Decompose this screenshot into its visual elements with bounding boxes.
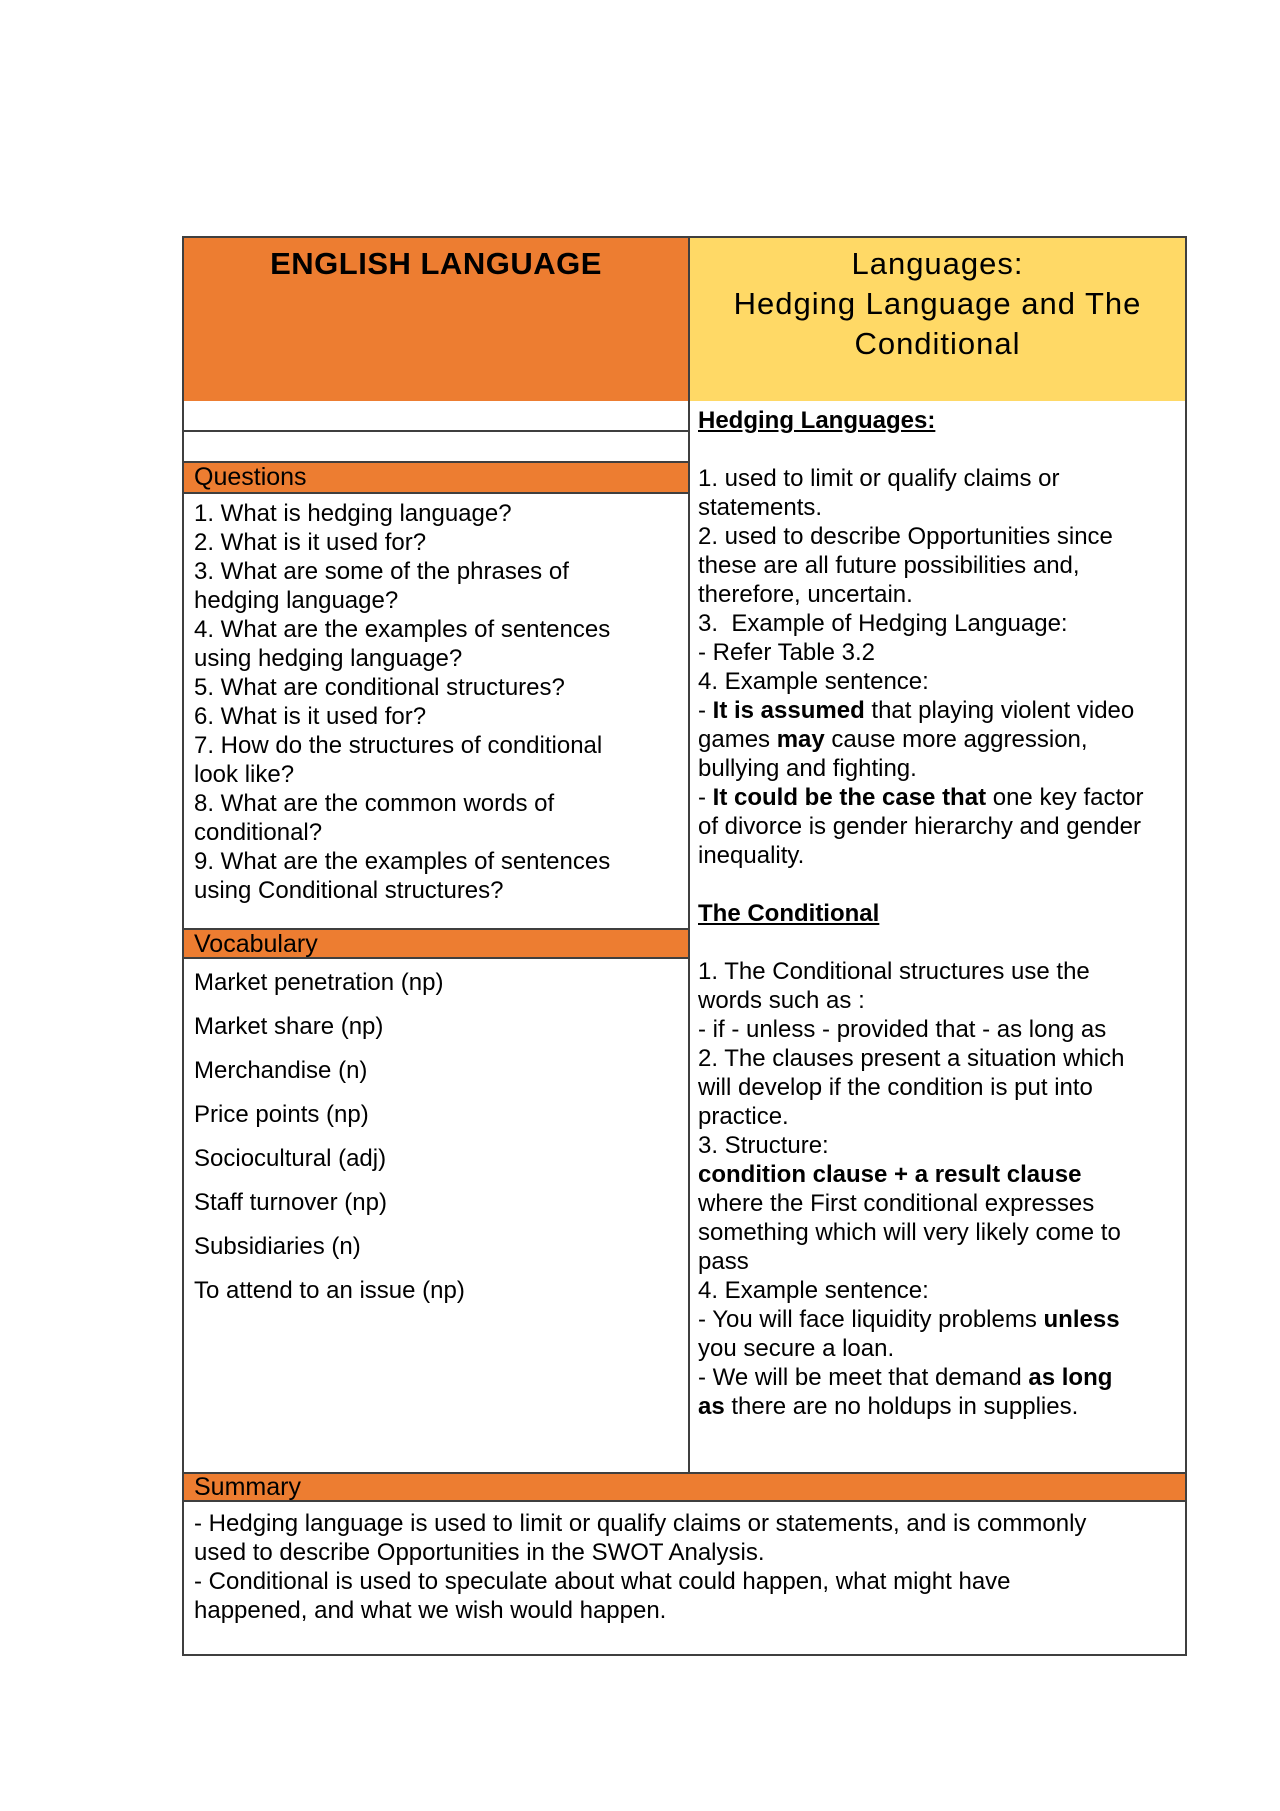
text-line: 2. The clauses present a situation which — [698, 1045, 1125, 1072]
summary-cell — [184, 1502, 1185, 1654]
text-line: statements. — [698, 494, 823, 521]
text-line — [698, 783, 1179, 812]
text-line — [698, 696, 1179, 725]
text-line: 4. What are the examples of sentences — [194, 616, 611, 643]
text-line — [698, 435, 1179, 464]
text-line: 1. What is hedging language? — [194, 500, 512, 527]
text-segment: Hedging Languages: — [698, 407, 936, 434]
text-line — [698, 406, 1179, 435]
text-line: - Refer Table 3.2 — [698, 639, 875, 666]
text-segment: unless — [1043, 1306, 1120, 1333]
text-line: hedging language? — [194, 587, 399, 614]
text-line — [698, 899, 1179, 928]
text-line: therefore, uncertain. — [698, 581, 913, 608]
text-line: 9. What are the examples of sentences — [194, 848, 611, 875]
text-segment: as — [698, 1393, 725, 1420]
left-column — [184, 401, 690, 1472]
text-line: Price points (np) — [194, 1101, 369, 1128]
vocabulary-section-header: Vocabulary — [184, 928, 688, 959]
text-line — [698, 1160, 1179, 1189]
text-segment: that playing violent video — [864, 697, 1135, 724]
text-line: Hedging Language and The — [733, 286, 1142, 321]
text-line: 4. Example sentence: — [698, 668, 929, 695]
text-line: - Hedging language is used to limit or qualify claims or statements, and is commonly — [194, 1510, 1087, 1537]
text-segment: one key factor — [986, 784, 1144, 811]
notes-cell — [690, 401, 1185, 1472]
text-segment: cause more aggression, — [824, 726, 1088, 753]
text-line: inequality. — [698, 842, 805, 869]
text-line: Sociocultural (adj) — [194, 1145, 387, 1172]
text-line: Merchandise (n) — [194, 1057, 368, 1084]
notes-table — [182, 236, 1187, 1656]
text-line: something which will very likely come to — [698, 1219, 1121, 1246]
text-line: these are all future possibilities and, — [698, 552, 1080, 579]
text-line: 7. How do the structures of conditional — [194, 732, 603, 759]
text-line: using Conditional structures? — [194, 877, 504, 904]
header-row — [184, 238, 1185, 401]
text-line: will develop if the condition is put into — [698, 1074, 1093, 1101]
text-line: you secure a loan. — [698, 1335, 895, 1362]
text-line: practice. — [698, 1103, 789, 1130]
text-line — [698, 1305, 1179, 1334]
text-line: pass — [698, 1248, 749, 1275]
text-segment: condition clause + a result clause — [698, 1161, 1082, 1188]
text-line — [698, 725, 1179, 754]
text-line: Market share (np) — [194, 1013, 384, 1040]
text-line: Staff turnover (np) — [194, 1189, 387, 1216]
text-line: To attend to an issue (np) — [194, 1277, 465, 1304]
text-line: 8. What are the common words of — [194, 790, 555, 817]
text-segment: It is assumed — [712, 697, 865, 724]
text-segment: - — [698, 784, 713, 811]
header-topic-title — [690, 238, 1185, 401]
text-line — [698, 928, 1179, 957]
text-line: look like? — [194, 761, 295, 788]
text-line: bullying and fighting. — [698, 755, 917, 782]
text-line: Subsidiaries (n) — [194, 1233, 361, 1260]
text-line: 6. What is it used for? — [194, 703, 427, 730]
text-segment: may — [776, 726, 825, 753]
text-line: 4. Example sentence: — [698, 1277, 929, 1304]
text-line: Languages: — [851, 246, 1024, 281]
text-line: 1. used to limit or qualify claims or — [698, 465, 1060, 492]
text-line: 3. What are some of the phrases of — [194, 558, 569, 585]
text-line: 1. The Conditional structures use the — [698, 958, 1090, 985]
text-line: using hedging language? — [194, 645, 463, 672]
summary-section-header: Summary — [184, 1472, 1185, 1502]
text-line: words such as : — [698, 987, 865, 1014]
text-line: - if - unless - provided that - as long as — [698, 1016, 1107, 1043]
text-line: 2. used to describe Opportunities since — [698, 523, 1113, 550]
text-line: 5. What are conditional structures? — [194, 674, 565, 701]
text-line: where the First conditional expresses — [698, 1190, 1095, 1217]
vocabulary-cell — [184, 959, 688, 1472]
text-line — [698, 1363, 1179, 1392]
body-row — [184, 401, 1185, 1472]
text-segment: It could be the case that — [712, 784, 987, 811]
text-line — [698, 1392, 1179, 1421]
text-line: 2. What is it used for? — [194, 529, 427, 556]
text-line: Conditional — [854, 326, 1021, 361]
text-segment: as long — [1028, 1364, 1113, 1391]
text-line: - Conditional is used to speculate about what could happen, what might have — [194, 1568, 1011, 1595]
text-line: of divorce is gender hierarchy and gender — [698, 813, 1141, 840]
header-subject-title: ENGLISH LANGUAGE — [184, 238, 690, 401]
text-segment: - You will face liquidity problems — [698, 1306, 1044, 1333]
text-segment: games — [698, 726, 777, 753]
text-segment: there are no holdups in supplies. — [724, 1393, 1079, 1420]
text-segment: The Conditional — [698, 900, 880, 927]
text-line: used to describe Opportunities in the SWOT Analysis. — [194, 1539, 765, 1566]
questions-section-header: Questions — [184, 463, 688, 494]
text-segment: - We will be meet that demand — [698, 1364, 1029, 1391]
text-line: 3. Structure: — [698, 1132, 829, 1159]
text-line: conditional? — [194, 819, 323, 846]
text-line: happened, and what we wish would happen. — [194, 1597, 667, 1624]
text-line — [698, 870, 1179, 899]
text-segment: - — [698, 697, 713, 724]
spacer-row — [184, 432, 688, 463]
questions-cell — [184, 494, 688, 928]
text-line: Market penetration (np) — [194, 969, 444, 996]
spacer-row — [184, 401, 688, 432]
text-line: 3. Example of Hedging Language: — [698, 610, 1068, 637]
